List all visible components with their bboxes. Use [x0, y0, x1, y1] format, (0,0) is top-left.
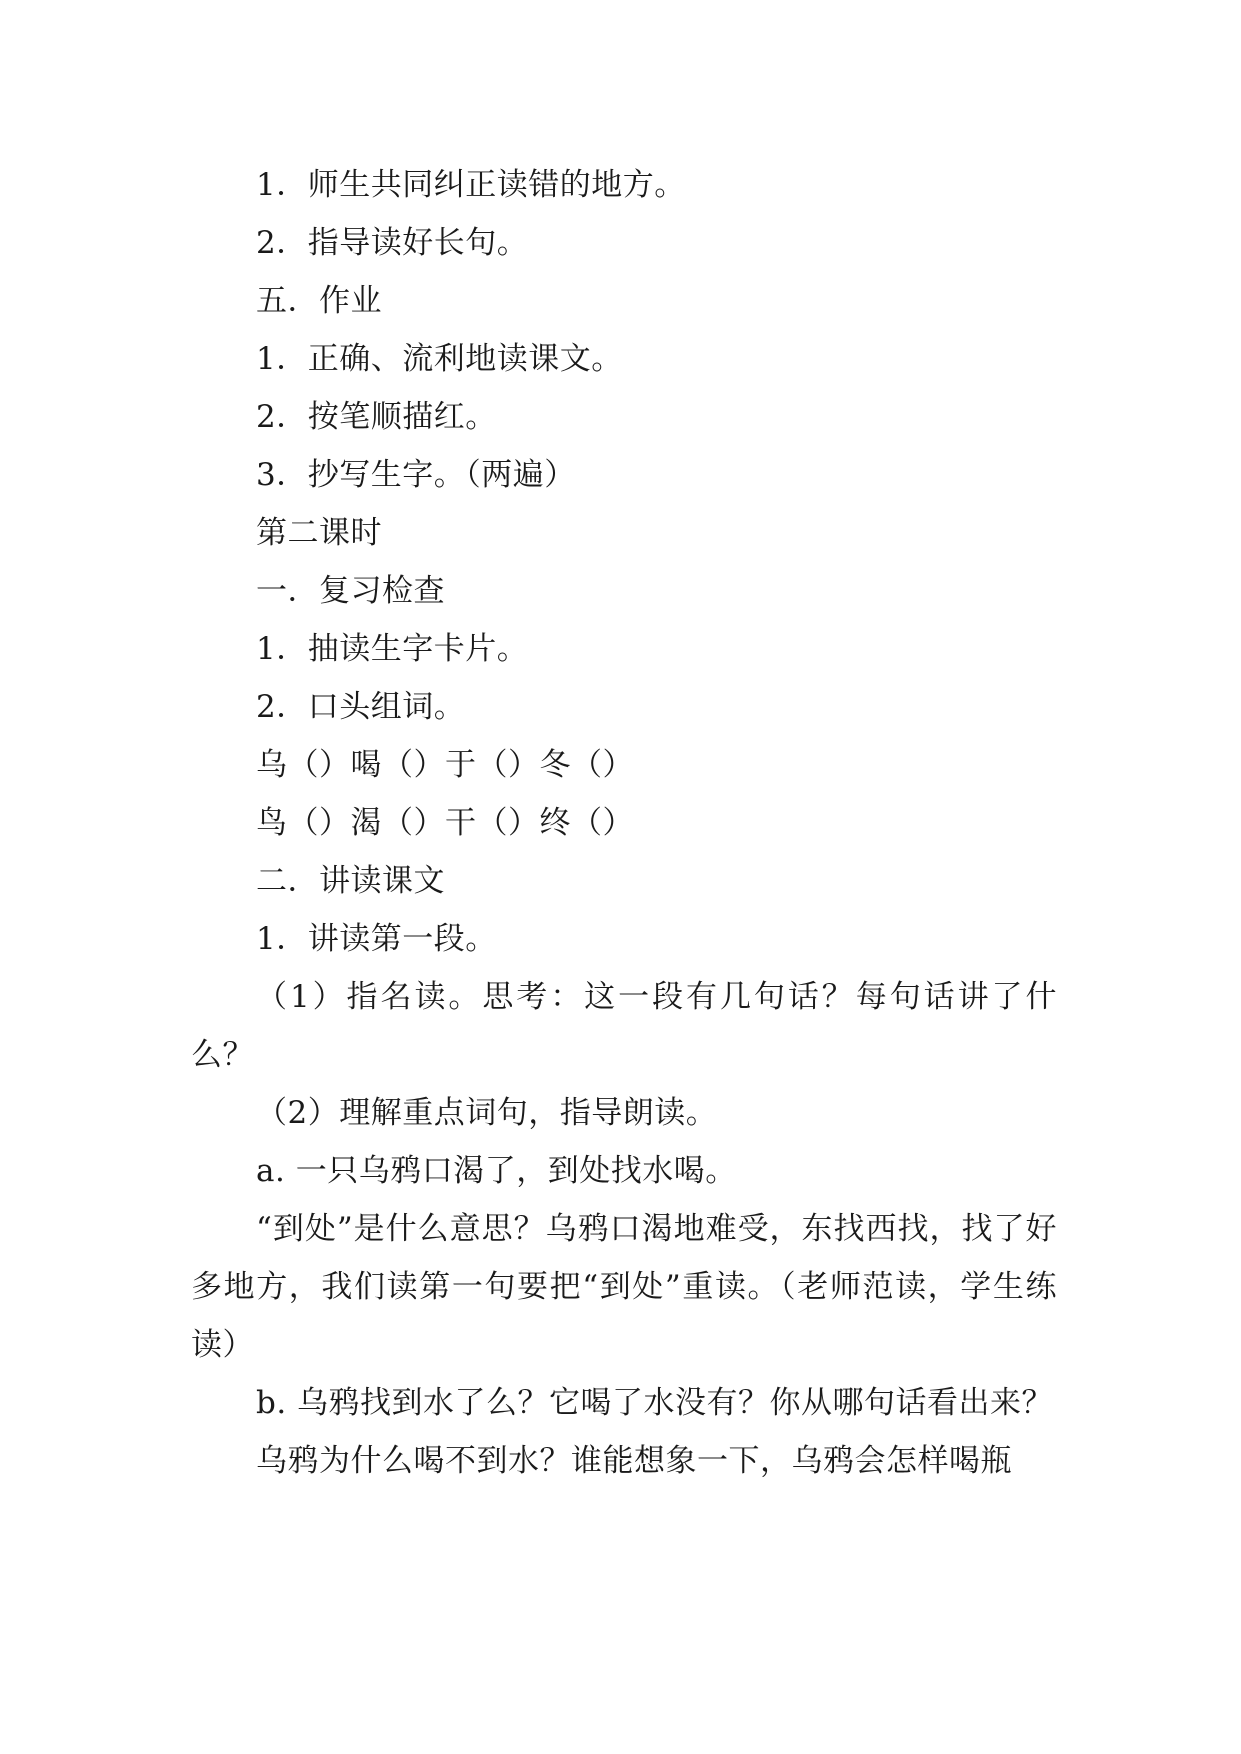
- paragraph-homework-2: 2．按笔顺描红。: [256, 399, 497, 435]
- paragraph-item-a: a. 一只乌鸦口渴了，到处找水喝。: [256, 1153, 737, 1189]
- paragraph-homework-3: 3．抄写生字。（两遍）: [256, 457, 576, 493]
- document-body: [191, 156, 1057, 1490]
- paragraph-lecture-1: 1．讲读第一段。: [256, 921, 497, 957]
- paragraph-homework-1: 1．正确、流利地读课文。: [256, 341, 623, 377]
- paragraph-why-no-water: 乌鸦为什么喝不到水？谁能想象一下，乌鸦会怎样喝瓶: [256, 1443, 1012, 1479]
- paragraph-word-group-2: 鸟（）渴（）干（）终（）: [256, 805, 634, 841]
- heading-lecture: 二．讲读课文: [256, 863, 445, 899]
- paragraph-lecture-1-1: （1）指名读。思考：这一段有几句话？每句话讲了什么？: [191, 979, 1057, 1073]
- paragraph-long-sentences: 2．指导读好长句。: [256, 225, 529, 261]
- paragraph-correct-errors: 1．师生共同纠正读错的地方。: [256, 167, 686, 203]
- paragraph-word-group-1: 乌（）喝（）于（）冬（）: [256, 747, 634, 783]
- paragraph-daochu: “到处”是什么意思？乌鸦口渴地难受，东找西找，找了好多地方，我们读第一句要把“到处”重读。（老师范读，学生练读）: [191, 1211, 1057, 1363]
- heading-homework: 五．作业: [256, 283, 382, 319]
- paragraph-review-1: 1．抽读生字卡片。: [256, 631, 529, 667]
- paragraph-review-2: 2．口头组词。: [256, 689, 466, 725]
- heading-review: 一．复习检查: [256, 573, 445, 609]
- heading-second-lesson: 第二课时: [256, 515, 382, 551]
- paragraph-item-b: b. 乌鸦找到水了么？它喝了水没有？你从哪句话看出来？: [256, 1385, 1054, 1421]
- paragraph-lecture-1-2: （2）理解重点词句，指导朗读。: [256, 1095, 718, 1131]
